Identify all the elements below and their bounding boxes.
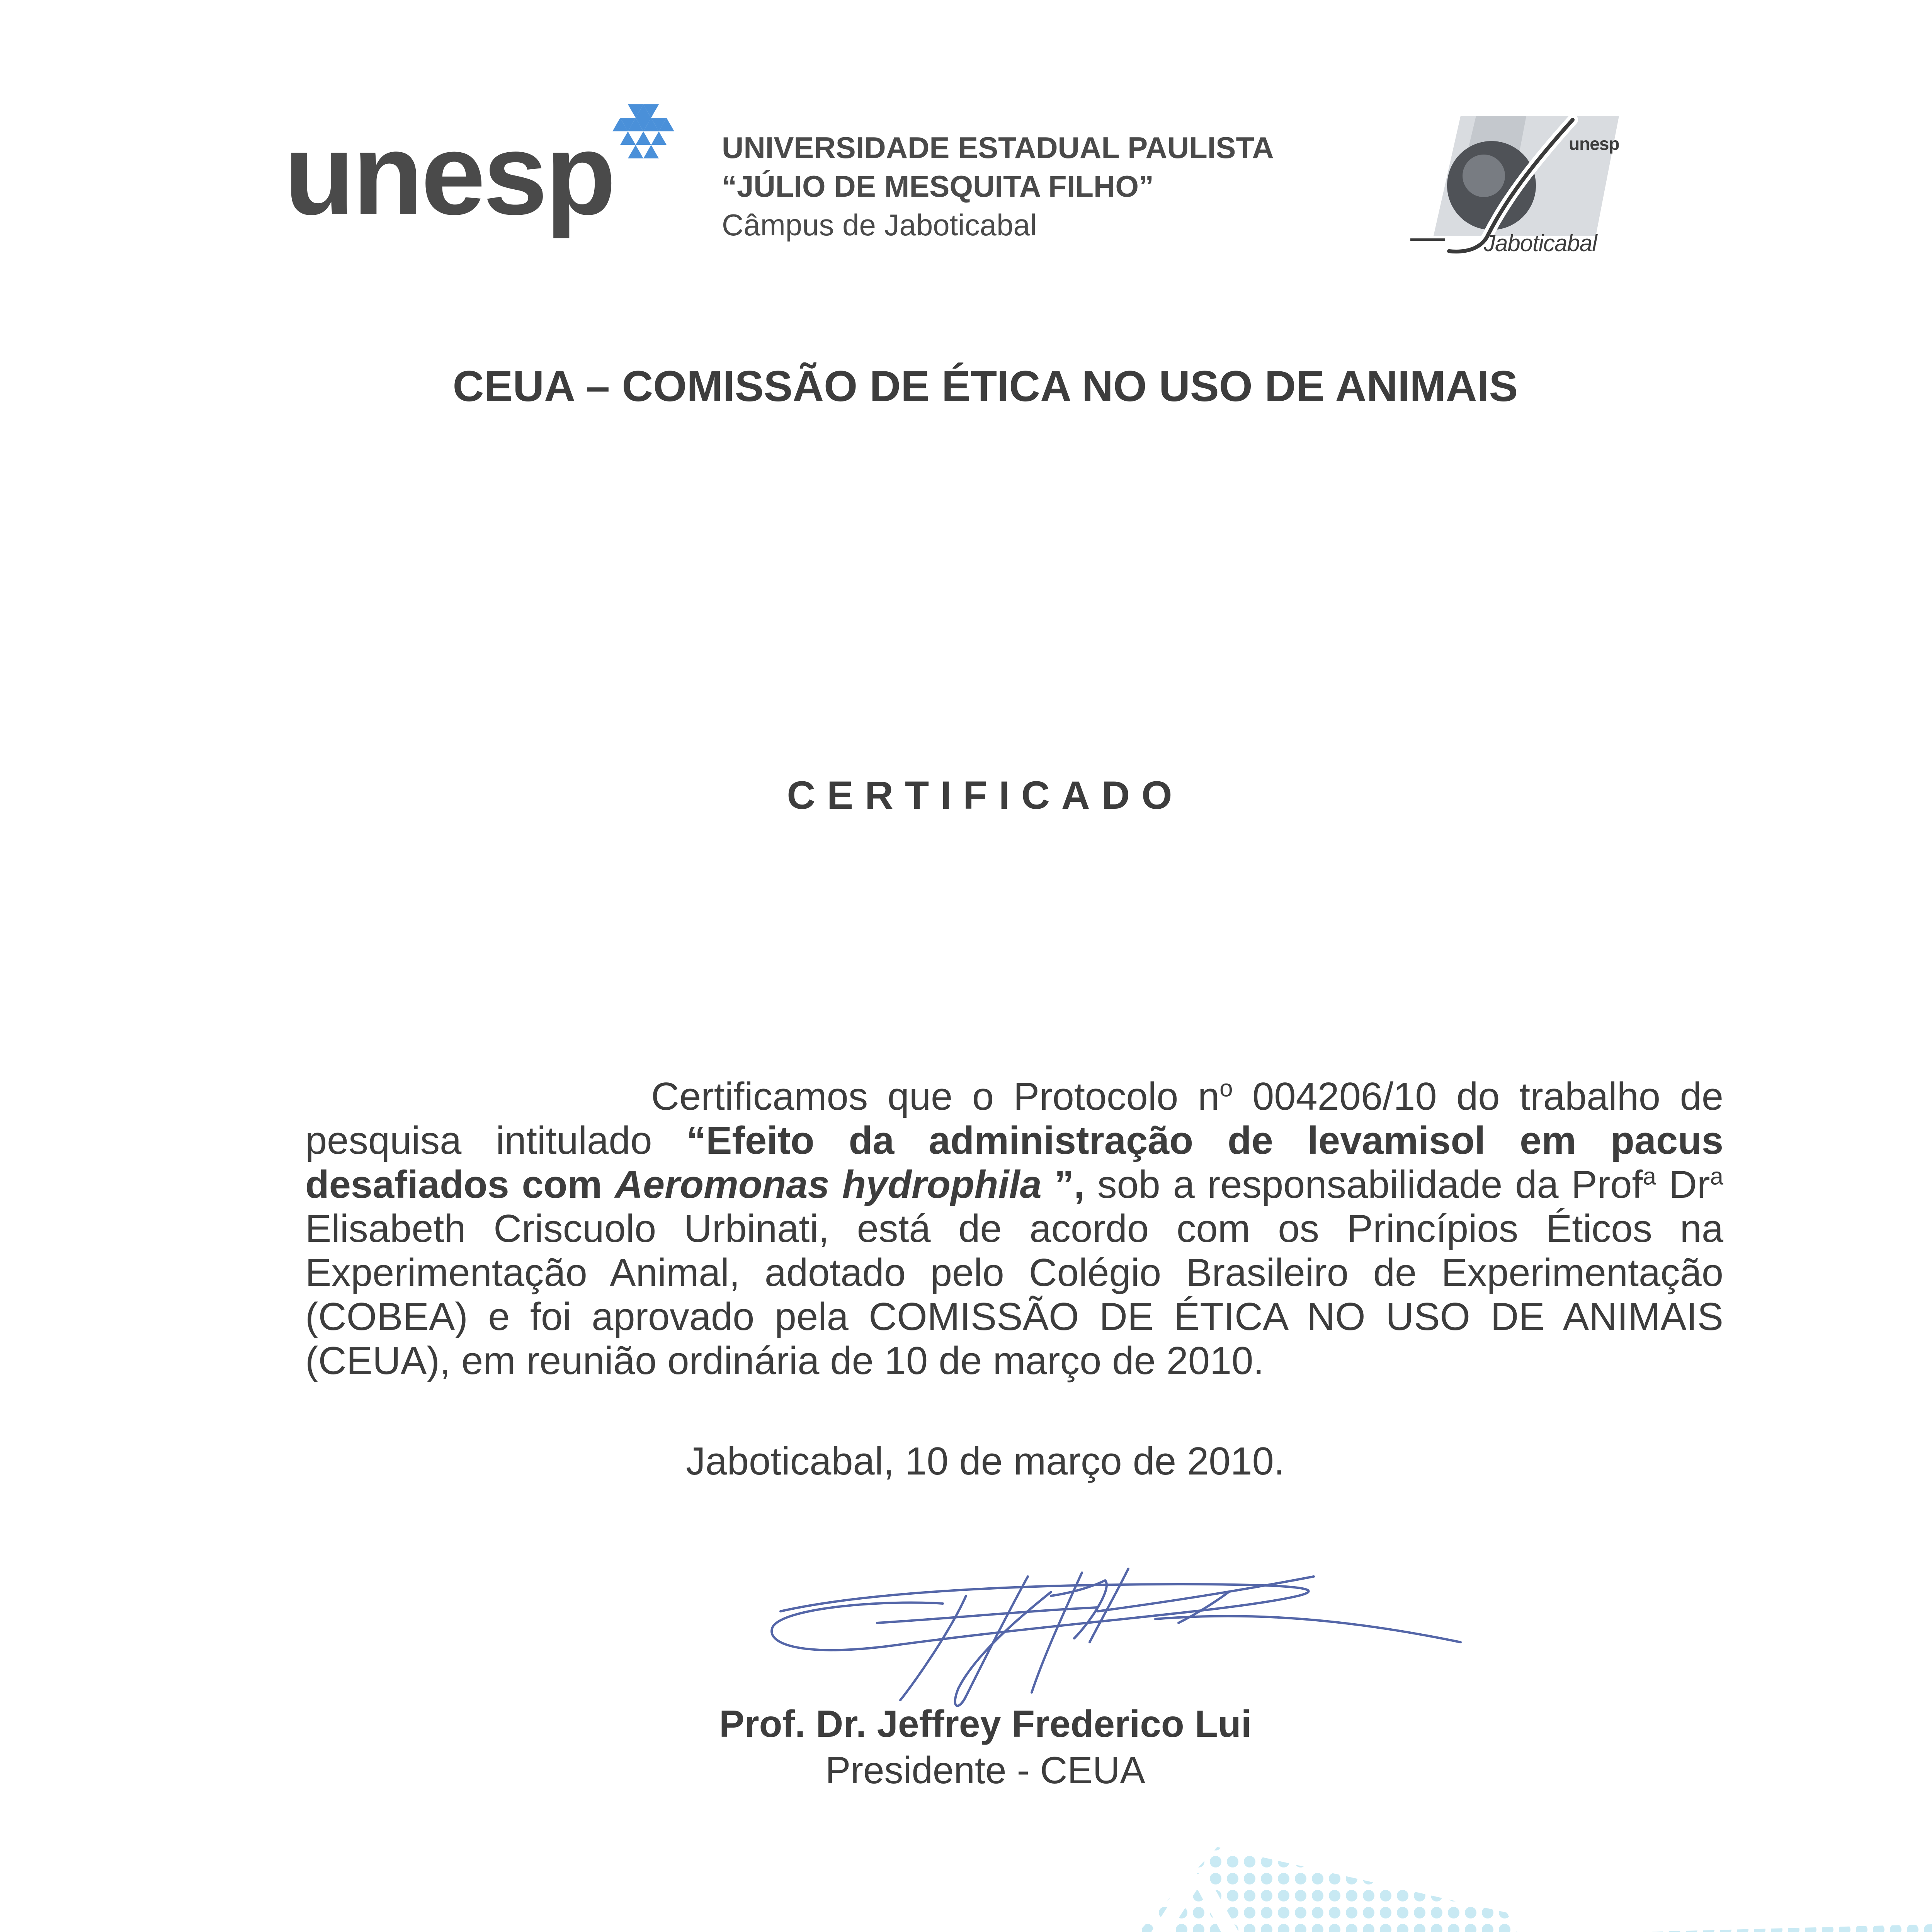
signatory-role: Presidente - CEUA [825, 1749, 1145, 1791]
species-name: Aeromonas hydrophila [615, 1163, 1042, 1206]
body-text-2: 004206/10 do trabalho de pesquisa intitulado [305, 1075, 1723, 1162]
university-name: UNIVERSIDADE ESTADUAL PAULISTA [722, 131, 1274, 165]
handwritten-signature [750, 1561, 1476, 1723]
body-text-5: Elisabeth Criscuolo Urbinati, está de acordo com os Princípios Éticos na Experimentação Animal, adotado pelo Colégio Brasileiro de Experimentação (COBEA) e foi aprovado pela COMISSÃO DE ÉTICA NO USO DE ANIMAIS (CEUA), em reunião ordinária de 10 de março de 2010. [305, 1207, 1723, 1383]
certificate-heading: CERTIFICADO [787, 773, 1184, 817]
unesp-star-logo-icon [597, 104, 690, 182]
university-block [722, 128, 1417, 244]
project-title: “Efeito da administração de levamisol em pacus desafiados com [305, 1119, 1723, 1206]
signatory-name: Prof. Dr. Jeffrey Frederico Lui [719, 1702, 1252, 1745]
campus-logo-top-text: unesp [1569, 134, 1619, 154]
campus-logo-bottom-text: Jaboticabal [1484, 230, 1597, 256]
body-text-3: sob a responsabilidade da Prof [1085, 1163, 1643, 1206]
committee-title: CEUA – COMISSÃO DE ÉTICA NO USO DE ANIMAIS [452, 362, 1518, 410]
campus-name: Câmpus de Jaboticabal [722, 208, 1037, 242]
prof-sup: a [1643, 1163, 1656, 1190]
university-subtitle: “JÚLIO DE MESQUITA FILHO” [722, 169, 1154, 203]
project-title-end: ”, [1041, 1163, 1085, 1206]
certificate-body [305, 1075, 1723, 1383]
protocol-number-sup: o [1219, 1075, 1233, 1102]
place-date: Jaboticabal, 10 de março de 2010. [686, 1440, 1285, 1483]
body-text-1: Certificamos que o Protocolo n [651, 1075, 1220, 1118]
body-text-4: Dr [1656, 1163, 1710, 1206]
unesp-wordmark: unesp [284, 109, 614, 239]
dr-sup: a [1710, 1163, 1723, 1190]
